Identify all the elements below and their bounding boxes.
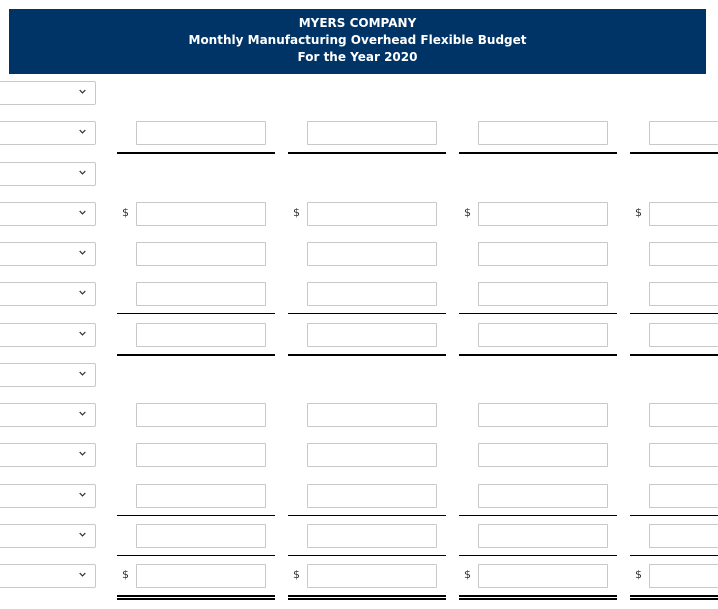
amount-input-col-4[interactable] (649, 484, 718, 508)
amount-input-col-2[interactable] (307, 564, 437, 588)
chevron-down-icon (79, 169, 86, 176)
amount-input-col-4[interactable] (649, 202, 718, 226)
amount-input-col-3[interactable] (478, 443, 608, 467)
amount-input-col-3[interactable] (478, 524, 608, 548)
amount-input-col-2[interactable] (307, 484, 437, 508)
currency-symbol: $ (293, 568, 300, 581)
currency-symbol: $ (464, 568, 471, 581)
total-underline (459, 313, 617, 314)
double-underline (288, 598, 446, 600)
amount-input-col-3[interactable] (478, 564, 608, 588)
total-underline (288, 313, 446, 314)
amount-input-col-2[interactable] (307, 323, 437, 347)
total-underline (117, 515, 275, 516)
chevron-down-icon (79, 531, 86, 538)
row-label-select[interactable] (0, 564, 96, 588)
row-label-select[interactable] (0, 202, 96, 226)
total-underline (288, 152, 446, 154)
budget-row (0, 323, 718, 363)
currency-symbol: $ (122, 206, 129, 219)
total-underline (630, 595, 718, 597)
amount-input-col-2[interactable] (307, 202, 437, 226)
amount-input-col-2[interactable] (307, 524, 437, 548)
chevron-down-icon (79, 330, 86, 337)
amount-input-col-4[interactable] (649, 524, 718, 548)
currency-symbol: $ (464, 206, 471, 219)
total-underline (630, 555, 718, 556)
amount-input-col-2[interactable] (307, 403, 437, 427)
budget-row (0, 524, 718, 564)
budget-row (0, 403, 718, 443)
chevron-down-icon (79, 289, 86, 296)
row-label-select[interactable] (0, 121, 96, 145)
budget-period: For the Year 2020 (297, 50, 418, 64)
chevron-down-icon (79, 370, 86, 377)
total-underline (459, 515, 617, 516)
currency-symbol: $ (635, 568, 642, 581)
row-label-select[interactable] (0, 363, 96, 387)
currency-symbol: $ (635, 206, 642, 219)
row-label-select[interactable] (0, 403, 96, 427)
row-label-select[interactable] (0, 162, 96, 186)
row-label-select[interactable] (0, 524, 96, 548)
amount-input-col-3[interactable] (478, 484, 608, 508)
amount-input-col-4[interactable] (649, 121, 718, 145)
chevron-down-icon (79, 410, 86, 417)
row-label-select[interactable] (0, 282, 96, 306)
total-underline (288, 595, 446, 597)
budget-header (9, 9, 706, 74)
row-label-select[interactable] (0, 323, 96, 347)
amount-input-col-2[interactable] (307, 443, 437, 467)
amount-input-col-3[interactable] (478, 282, 608, 306)
total-underline (117, 354, 275, 356)
total-underline (630, 515, 718, 516)
row-label-select[interactable] (0, 81, 96, 105)
amount-input-col-3[interactable] (478, 202, 608, 226)
amount-input-col-4[interactable] (649, 242, 718, 266)
total-underline (459, 595, 617, 597)
chevron-down-icon (79, 128, 86, 135)
budget-row (0, 121, 718, 161)
row-label-select[interactable] (0, 484, 96, 508)
total-underline (459, 354, 617, 356)
total-underline (288, 354, 446, 356)
amount-input-col-4[interactable] (649, 564, 718, 588)
budget-row (0, 202, 718, 242)
total-underline (630, 313, 718, 314)
amount-input-col-1[interactable] (136, 524, 266, 548)
amount-input-col-2[interactable] (307, 121, 437, 145)
amount-input-col-1[interactable] (136, 242, 266, 266)
company-name: MYERS COMPANY (298, 16, 417, 30)
budget-row (0, 443, 718, 483)
total-underline (459, 555, 617, 556)
budget-row (0, 162, 718, 202)
amount-input-col-1[interactable] (136, 323, 266, 347)
budget-row (0, 484, 718, 524)
amount-input-col-3[interactable] (478, 323, 608, 347)
double-underline (459, 598, 617, 600)
amount-input-col-3[interactable] (478, 403, 608, 427)
chevron-down-icon (79, 88, 86, 95)
total-underline (117, 152, 275, 154)
total-underline (288, 515, 446, 516)
amount-input-col-1[interactable] (136, 564, 266, 588)
budget-row (0, 282, 718, 322)
row-label-select[interactable] (0, 242, 96, 266)
total-underline (117, 555, 275, 556)
amount-input-col-3[interactable] (478, 242, 608, 266)
amount-input-col-1[interactable] (136, 443, 266, 467)
amount-input-col-1[interactable] (136, 484, 266, 508)
total-underline (288, 555, 446, 556)
amount-input-col-2[interactable] (307, 282, 437, 306)
chevron-down-icon (79, 249, 86, 256)
amount-input-col-1[interactable] (136, 121, 266, 145)
budget-row (0, 363, 718, 403)
currency-symbol: $ (293, 206, 300, 219)
currency-symbol: $ (122, 568, 129, 581)
amount-input-col-1[interactable] (136, 282, 266, 306)
amount-input-col-4[interactable] (649, 323, 718, 347)
chevron-down-icon (79, 571, 86, 578)
budget-row (0, 564, 718, 604)
row-label-select[interactable] (0, 443, 96, 467)
amount-input-col-1[interactable] (136, 202, 266, 226)
total-underline (117, 595, 275, 597)
double-underline (630, 598, 718, 600)
amount-input-col-4[interactable] (649, 443, 718, 467)
total-underline (630, 354, 718, 356)
amount-input-col-3[interactable] (478, 121, 608, 145)
total-underline (117, 313, 275, 314)
budget-row (0, 81, 718, 121)
amount-input-col-4[interactable] (649, 282, 718, 306)
budget-row (0, 242, 718, 282)
total-underline (630, 152, 718, 154)
chevron-down-icon (79, 450, 86, 457)
chevron-down-icon (79, 209, 86, 216)
amount-input-col-4[interactable] (649, 403, 718, 427)
chevron-down-icon (79, 491, 86, 498)
total-underline (459, 152, 617, 154)
amount-input-col-2[interactable] (307, 242, 437, 266)
double-underline (117, 598, 275, 600)
budget-title: Monthly Manufacturing Overhead Flexible Budget (188, 33, 527, 47)
amount-input-col-1[interactable] (136, 403, 266, 427)
